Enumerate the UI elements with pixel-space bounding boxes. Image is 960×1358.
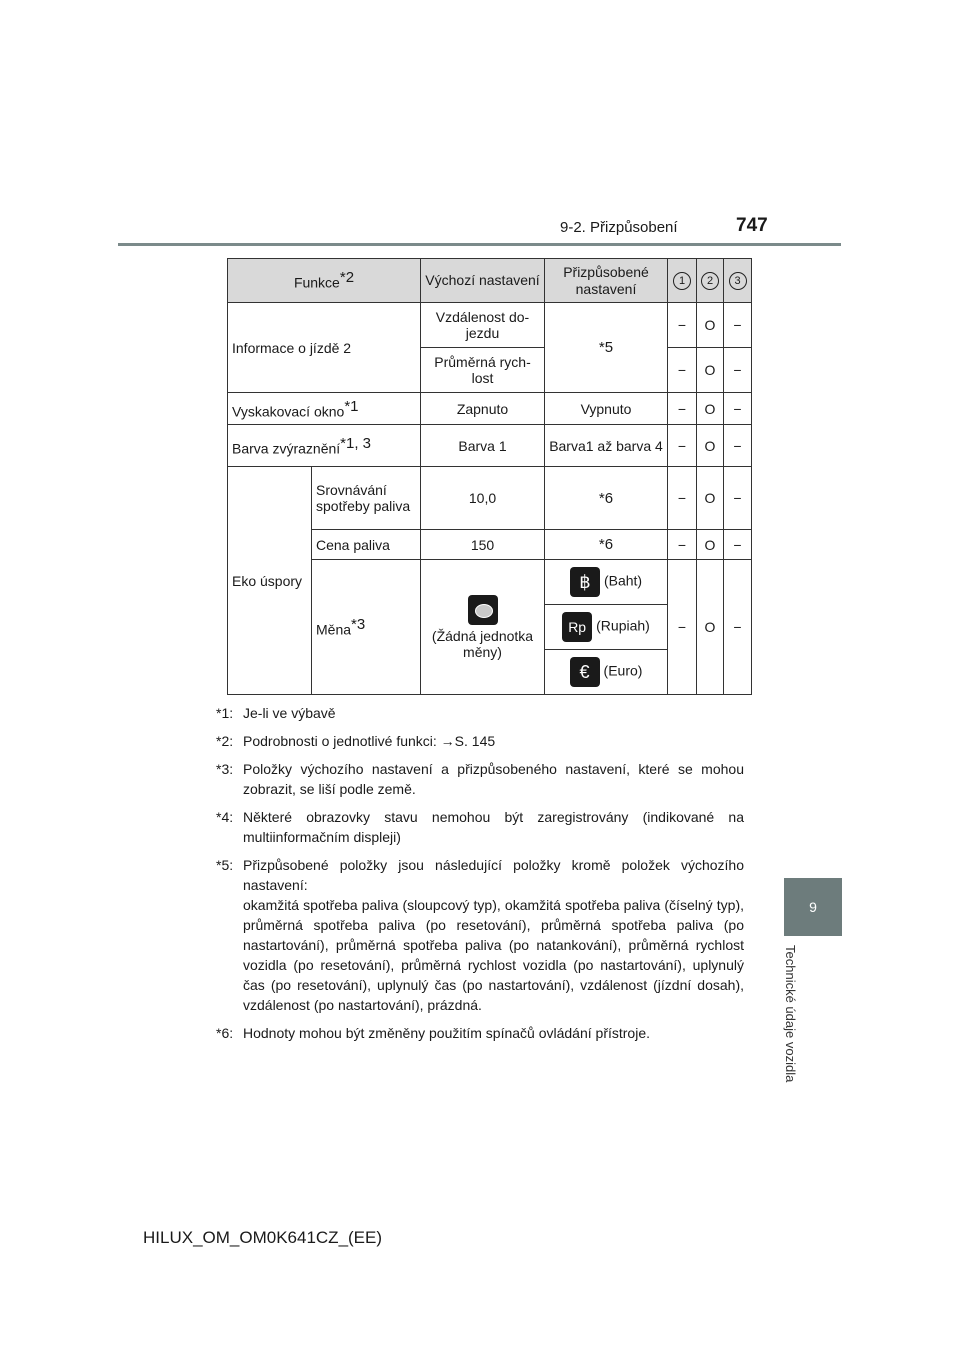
currency-option-euro: € (Euro) xyxy=(545,650,668,695)
header-col2: 2 xyxy=(697,259,724,303)
cell-col1: − xyxy=(668,467,697,530)
fuel-price-custom: *6 xyxy=(545,530,668,560)
footnote: *6: Hodnoty mohou být změněny použitím spínačů ovládání přístroje. xyxy=(216,1025,650,1041)
trip2-default-2: Průměrná rych-lost xyxy=(421,348,545,393)
table-header-row xyxy=(228,259,752,303)
trip2-custom: *5 xyxy=(545,303,668,393)
rupiah-icon: Rp xyxy=(562,612,592,642)
cell-col1: − xyxy=(668,560,697,695)
footnote: *4: Některé obrazovky stavu nemohou být zaregistrovány (indikované na multiinformačním displeji) xyxy=(216,809,744,845)
eco-label: Eko úspory xyxy=(228,467,312,695)
accent-default: Barva 1 xyxy=(421,425,545,467)
table-row xyxy=(228,393,752,425)
accent-label: Barva zvýraznění$^{*1, 3}$ xyxy=(228,425,421,467)
currency-option-baht: ฿ (Baht) xyxy=(545,560,668,605)
currency-default xyxy=(421,560,545,695)
footnote-continuation: okamžitá spotřeba paliva (sloupcový typ), okamžitá spotřeba paliva (číselný typ), průměrná spotřeba paliva (po resetování), průměrná spotřeba paliva (po nastartování), průměrná spotřeba paliva (po natankování), průměrná rychlost vozidla (po resetování), průměrná rychlost vozidla (po nastartování), uplynulý čas (po resetování), uplynulý čas (po nastartování), vzdálenost (jízdní dosah), vzdálenost (po nastartování), prázdná. xyxy=(243,897,744,1013)
coins-icon xyxy=(468,595,498,625)
cell-col1: − xyxy=(668,425,697,467)
cell-col2: O xyxy=(697,425,724,467)
chapter-tab: 9 xyxy=(784,878,842,936)
page-number: 747 xyxy=(736,215,768,236)
fuel-consumption-custom: *6 xyxy=(545,467,668,530)
fuel-price-default: 150 xyxy=(421,530,545,560)
footnotes xyxy=(216,703,744,1051)
cell-col1: − xyxy=(668,348,697,393)
cell-col3: − xyxy=(724,393,752,425)
cell-col2: O xyxy=(697,560,724,695)
cell-col3: − xyxy=(724,560,752,695)
baht-icon: ฿ xyxy=(570,567,600,597)
cell-col2: O xyxy=(697,467,724,530)
cell-col1: − xyxy=(668,303,697,348)
footnote: *3: Položky výchozího nastavení a přizpůsobeného nastavení, které se mohou zobrazit, se liší podle země. xyxy=(216,761,744,797)
header-col1: 1 xyxy=(668,259,697,303)
popup-custom: Vypnuto xyxy=(545,393,668,425)
section-title: 9-2. Přizpůsobení xyxy=(560,219,678,236)
footnote: *1: Je-li ve výbavě xyxy=(216,705,336,721)
cell-col1: − xyxy=(668,393,697,425)
settings-table xyxy=(227,258,752,695)
currency-label: Měna$^{*3}$ xyxy=(312,560,421,695)
header-default: Výchozí nastavení xyxy=(421,259,545,303)
fuel-price-label: Cena paliva xyxy=(312,530,421,560)
popup-default: Zapnuto xyxy=(421,393,545,425)
accent-custom: Barva1 až barva 4 xyxy=(545,425,668,467)
cell-col3: − xyxy=(724,303,752,348)
popup-label: Vyskakovací okno$^{*1}$ xyxy=(228,393,421,425)
cell-col3: − xyxy=(724,467,752,530)
trip2-label: Informace o jízdě 2 xyxy=(228,303,421,393)
footnote: *5: Přizpůsobené položky jsou následující položky kromě položek výchozího nastavení: xyxy=(216,857,744,893)
cell-col1: − xyxy=(668,530,697,560)
fuel-consumption-label: Srovnávání spotřeby paliva xyxy=(312,467,421,530)
cell-col3: − xyxy=(724,425,752,467)
currency-default-text: (Žádná jednotka měny) xyxy=(431,627,534,660)
euro-icon: € xyxy=(570,657,600,687)
chapter-label xyxy=(760,945,820,1095)
cell-col3: − xyxy=(724,348,752,393)
header-col3: 3 xyxy=(724,259,752,303)
cell-col2: O xyxy=(697,348,724,393)
footnote: *2: Podrobnosti o jednotlivé funkci: →S. 145 xyxy=(216,733,496,749)
table-row xyxy=(228,467,752,530)
table-row xyxy=(228,425,752,467)
cell-col2: O xyxy=(697,393,724,425)
currency-option-rupiah: Rp (Rupiah) xyxy=(545,605,668,650)
chapter-label-text: Technické údaje vozidla xyxy=(783,945,798,1083)
document-id: HILUX_OM_OM0K641CZ_(EE) xyxy=(143,1228,383,1247)
header-custom: Přizpůsobené nastavení xyxy=(545,259,668,303)
fuel-consumption-default: 10,0 xyxy=(421,467,545,530)
header-divider xyxy=(118,243,841,246)
cell-col2: O xyxy=(697,530,724,560)
cell-col2: O xyxy=(697,303,724,348)
cell-col3: − xyxy=(724,530,752,560)
trip2-default-1: Vzdálenost do-jezdu xyxy=(421,303,545,348)
header-function: Funkce$^{*2}$ xyxy=(228,259,421,303)
table-row xyxy=(228,303,752,348)
